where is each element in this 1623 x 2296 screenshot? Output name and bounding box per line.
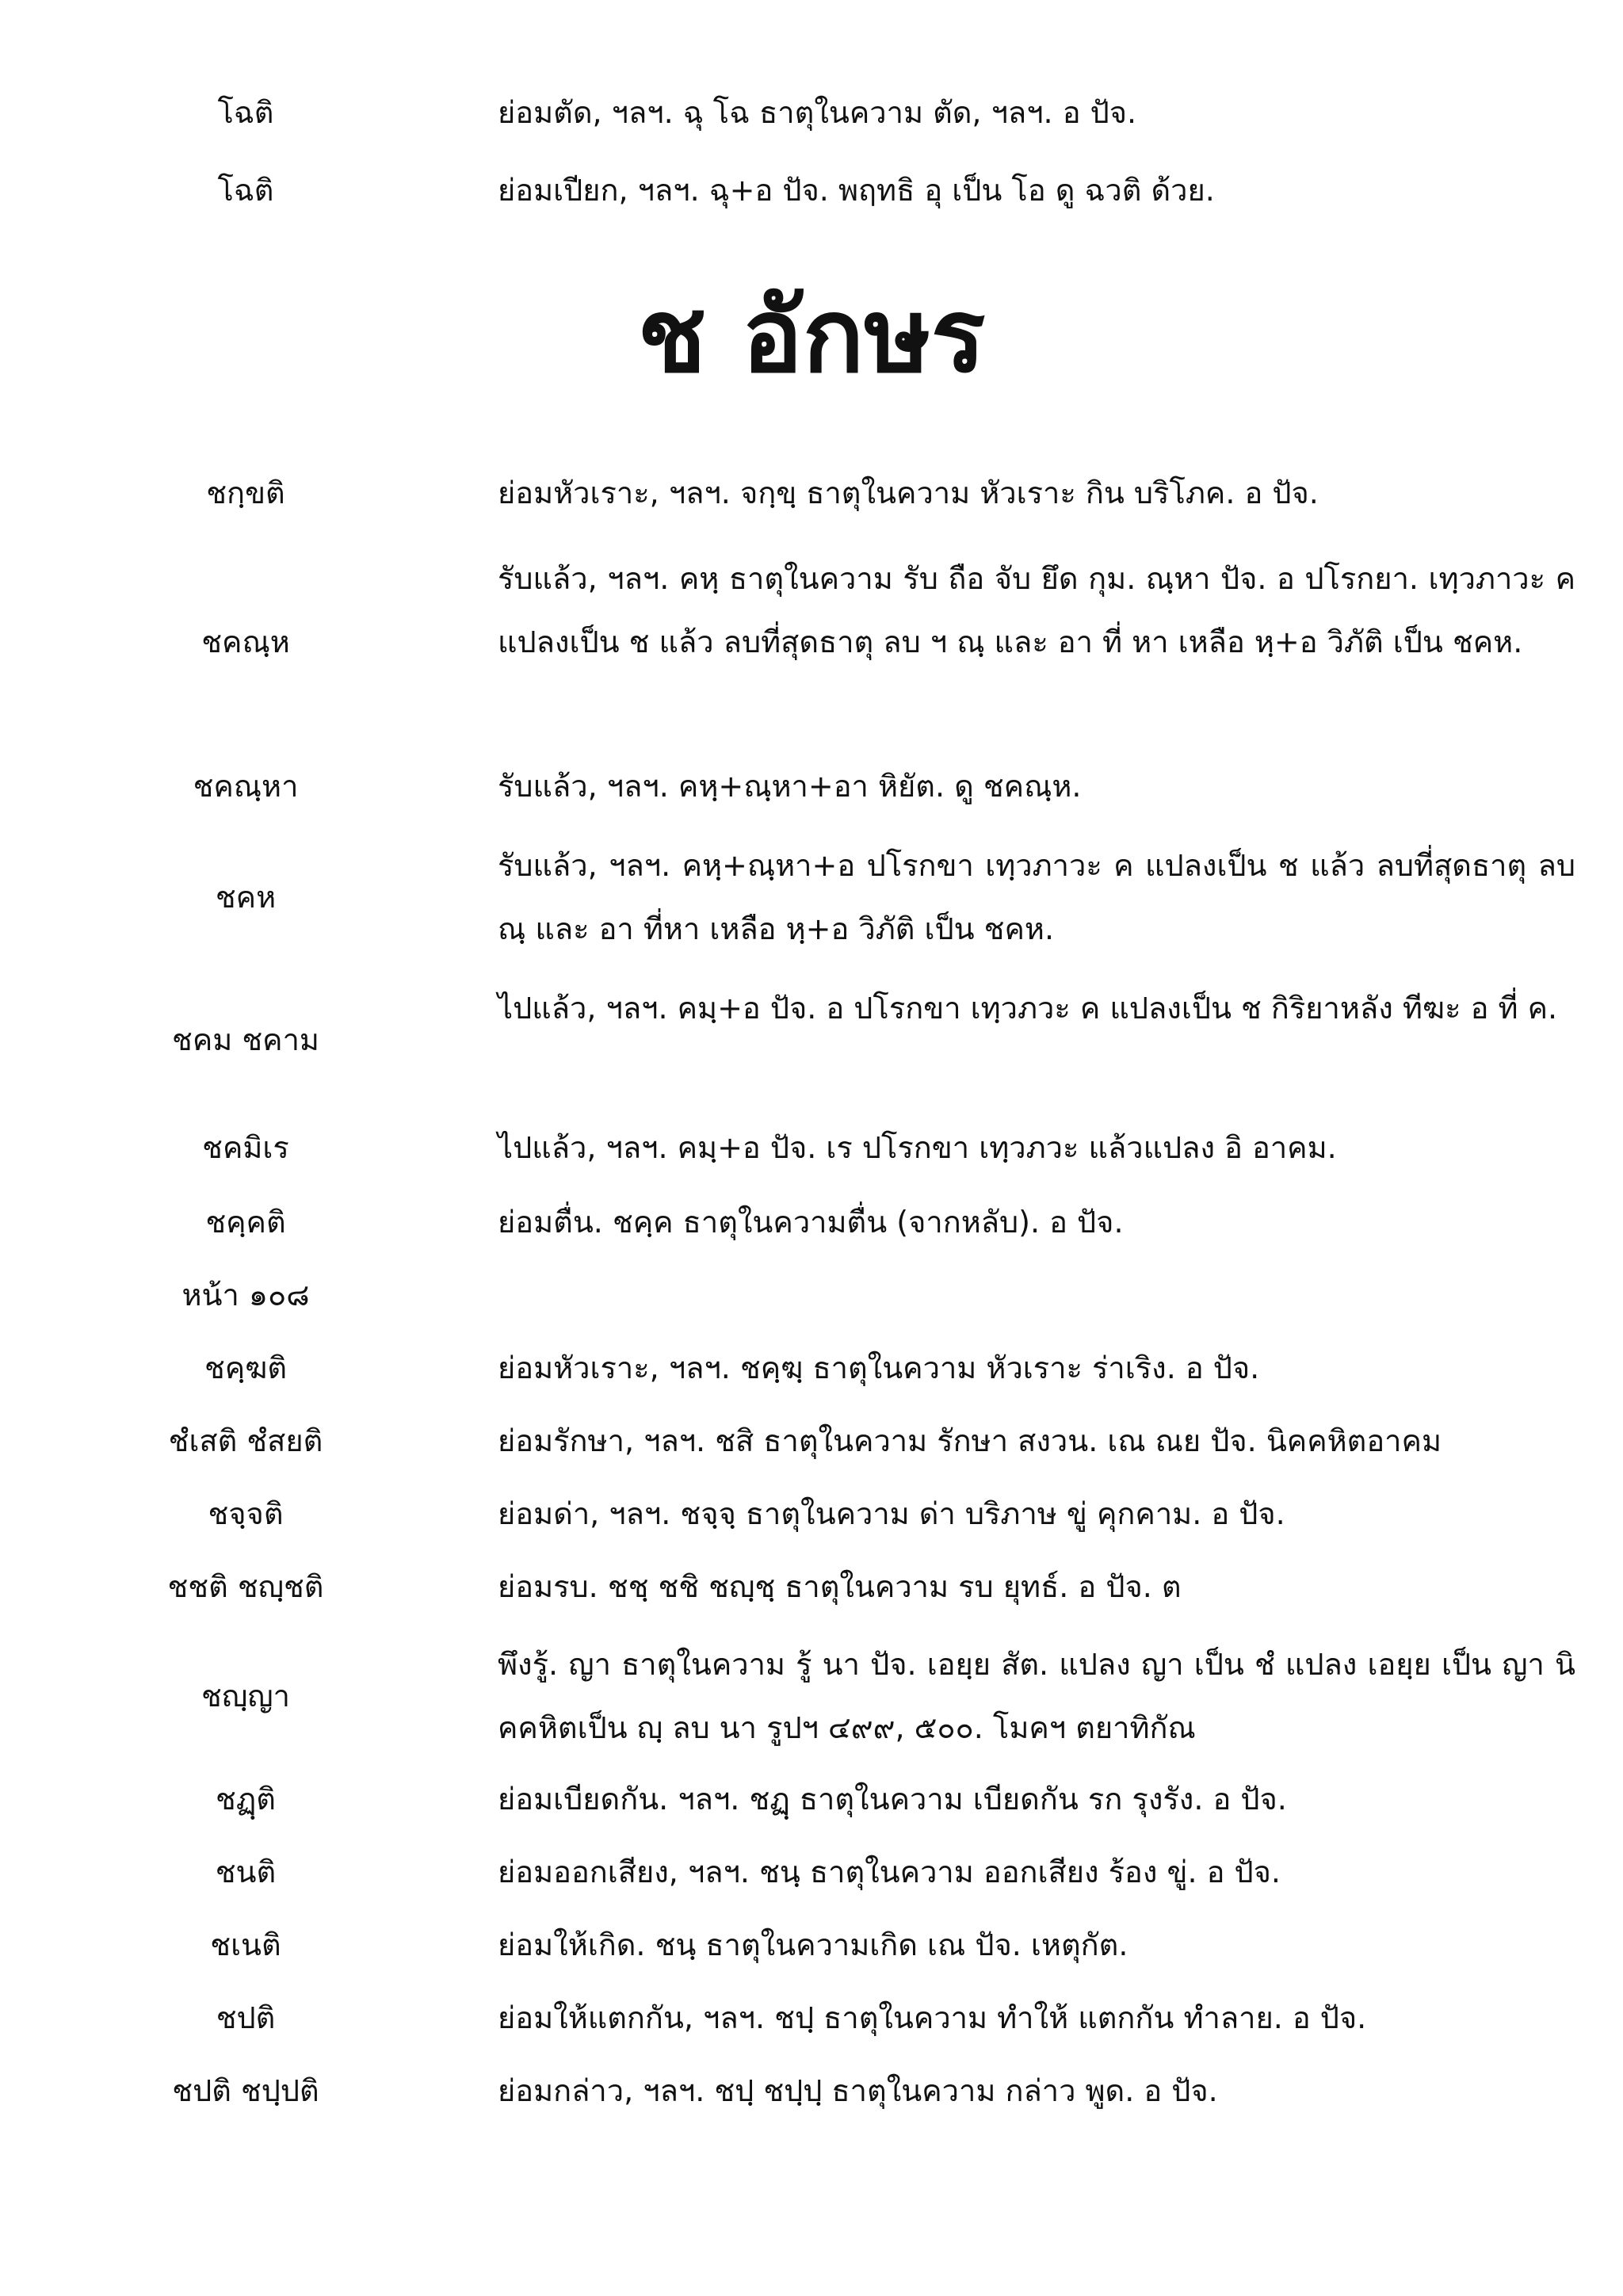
entry-row bbox=[0, 166, 1623, 214]
section-title: ช อักษร bbox=[637, 277, 986, 395]
entry-row bbox=[0, 2067, 1623, 2115]
entry-term: ชคมิเร bbox=[202, 1130, 289, 1165]
entry-term: ชชติ ชญฺชติ bbox=[167, 1569, 324, 1604]
entry-row bbox=[0, 1198, 1623, 1246]
entry-row bbox=[0, 1417, 1623, 1465]
entry-term: ชปติ ชปฺปติ bbox=[172, 2073, 319, 2108]
entry-row bbox=[0, 1848, 1623, 1896]
entry-term: ชญฺญา bbox=[201, 1679, 290, 1713]
entry-term: ชกฺขติ bbox=[206, 476, 285, 510]
entry-definition: ย่อมเปียก, ฯลฯ. ฉุ+อ ปัจ. พฤทธิ อุ เป็น โอ ดู ฉวติ ด้วย. bbox=[498, 173, 1215, 208]
entry-term: โฉติ bbox=[217, 95, 274, 130]
entry-term: โฉติ bbox=[217, 173, 274, 208]
entry-term: ชํเสติ ชํสยติ bbox=[168, 1423, 323, 1458]
page-number: หน้า ๑๐๘ bbox=[181, 1278, 310, 1312]
entry-definition: ย่อมตื่น. ชคฺค ธาตุในความตื่น (จากหลับ). อ ปัจ. bbox=[498, 1205, 1124, 1240]
entry-term: ชคม ชคาม bbox=[172, 1022, 319, 1057]
entry-row bbox=[0, 1775, 1623, 1823]
entry-definition: พึงรู้. ญา ธาตุในความ รู้ นา ปัจ. เอยฺย สัต. แปลง ญา เป็น ชํ แปลง เอยฺย เป็น ญา นิคคหิตเป็น ญฺ ลบ นา รูปฯ ๔๙๙, ๕๐๐. โมคฯ ตยาทิกัณ bbox=[498, 1647, 1575, 1745]
entry-definition: รับแล้ว, ฯลฯ. คหฺ+ณฺหา+อา หิยัต. ดู ชคณฺห. bbox=[498, 769, 1082, 804]
entry-row bbox=[0, 469, 1623, 517]
entry-definition: ไปแล้ว, ฯลฯ. คมฺ+อ ปัจ. อ ปโรกขา เทฺวภวะ ค แปลงเป็น ช กิริยาหลัง ทีฆะ อ ที่ ค. bbox=[498, 991, 1558, 1026]
entry-definition: ย่อมให้เกิด. ชนฺ ธาตุในความเกิด เณ ปัจ. เหตุกัต. bbox=[498, 1927, 1128, 1962]
entry-definition: ย่อมเบียดกัน. ฯลฯ. ชฏฺ ธาตุในความ เบียดกัน รก รุงรัง. อ ปัจ. bbox=[498, 1782, 1287, 1817]
entry-row bbox=[0, 547, 1623, 737]
entry-definition: ย่อมรักษา, ฯลฯ. ชสิ ธาตุในความ รักษา สงวน. เณ ณย ปัจ. นิคคหิตอาคม bbox=[498, 1423, 1442, 1458]
entry-term: ชนติ bbox=[215, 1855, 277, 1889]
entry-definition: ย่อมหัวเราะ, ฯลฯ. ชคฺฆฺ ธาตุในความ หัวเราะ ร่าเริง. อ ปัจ. bbox=[498, 1350, 1260, 1385]
entry-row bbox=[0, 1563, 1623, 1610]
entry-definition: ย่อมออกเสียง, ฯลฯ. ชนฺ ธาตุในความ ออกเสียง ร้อง ขู่. อ ปัจ. bbox=[498, 1855, 1281, 1889]
entry-row bbox=[0, 762, 1623, 810]
entry-row bbox=[0, 1344, 1623, 1392]
entry-row bbox=[0, 1124, 1623, 1171]
entry-row bbox=[0, 1490, 1623, 1538]
entry-row bbox=[0, 1921, 1623, 1969]
entry-definition: ย่อมตัด, ฯลฯ. ฉุ โฉ ธาตุในความ ตัด, ฯลฯ. อ ปัจ. bbox=[498, 95, 1137, 130]
page-number-row bbox=[0, 1271, 1623, 1319]
entry-term: ชคณฺห bbox=[201, 625, 290, 659]
entry-term: ชจฺจติ bbox=[208, 1496, 284, 1531]
entry-definition: ย่อมหัวเราะ, ฯลฯ. จกฺขฺ ธาตุในความ หัวเราะ กิน บริโภค. อ ปัจ. bbox=[498, 476, 1319, 510]
entry-definition: ย่อมให้แตกกัน, ฯลฯ. ชปฺ ธาตุในความ ทำให้ แตกกัน ทำลาย. อ ปัจ. bbox=[498, 2000, 1367, 2035]
entry-definition: ย่อมกล่าว, ฯลฯ. ชปฺ ชปฺปฺ ธาตุในความ กล่าว พูด. อ ปัจ. bbox=[498, 2073, 1218, 2108]
entry-definition: ย่อมด่า, ฯลฯ. ชจฺจฺ ธาตุในความ ด่า บริภาษ ขู่ คุกคาม. อ ปัจ. bbox=[498, 1496, 1285, 1531]
entry-term: ชเนติ bbox=[210, 1927, 281, 1962]
entry-definition: ไปแล้ว, ฯลฯ. คมฺ+อ ปัจ. เร ปโรกขา เทฺวภวะ แล้วแปลง อิ อาคม. bbox=[498, 1130, 1337, 1165]
entry-term: ชฏฺติ bbox=[216, 1782, 276, 1817]
entry-row bbox=[0, 1633, 1623, 1759]
entry-definition: ย่อมรบ. ชชฺ ชชิ ชญฺชฺ ธาตุในความ รบ ยุทธ์. อ ปัจ. ต bbox=[498, 1569, 1182, 1604]
entry-definition: รับแล้ว, ฯลฯ. คหฺ ธาตุในความ รับ ถือ จับ ยึด กุม. ณฺหา ปัจ. อ ปโรกยา. เทฺวภาวะ ค แปลงเป็น ช แล้ว ลบที่สุดธาตุ ลบ ฯ ณฺ และ อา ที่ หา เหลือ หฺ+อ วิภัติ เป็น ชคห. bbox=[498, 561, 1575, 659]
entry-row bbox=[0, 89, 1623, 136]
entry-row bbox=[0, 834, 1623, 961]
entry-definition: รับแล้ว, ฯลฯ. คหฺ+ณฺหา+อ ปโรกขา เทฺวภาวะ ค แปลงเป็น ช แล้ว ลบที่สุดธาตุ ลบ ณฺ และ อา ที่หา เหลือ หฺ+อ วิภัติ เป็น ชคห. bbox=[498, 848, 1575, 946]
entry-term: ชคฺคติ bbox=[205, 1205, 286, 1240]
entry-term: ชคห bbox=[215, 880, 277, 915]
entry-term: ชคฺฆติ bbox=[204, 1350, 288, 1385]
entry-row bbox=[0, 976, 1623, 1103]
entry-term: ชปติ bbox=[216, 2000, 276, 2035]
entry-term: ชคณฺหา bbox=[193, 769, 299, 804]
entry-row bbox=[0, 1994, 1623, 2042]
